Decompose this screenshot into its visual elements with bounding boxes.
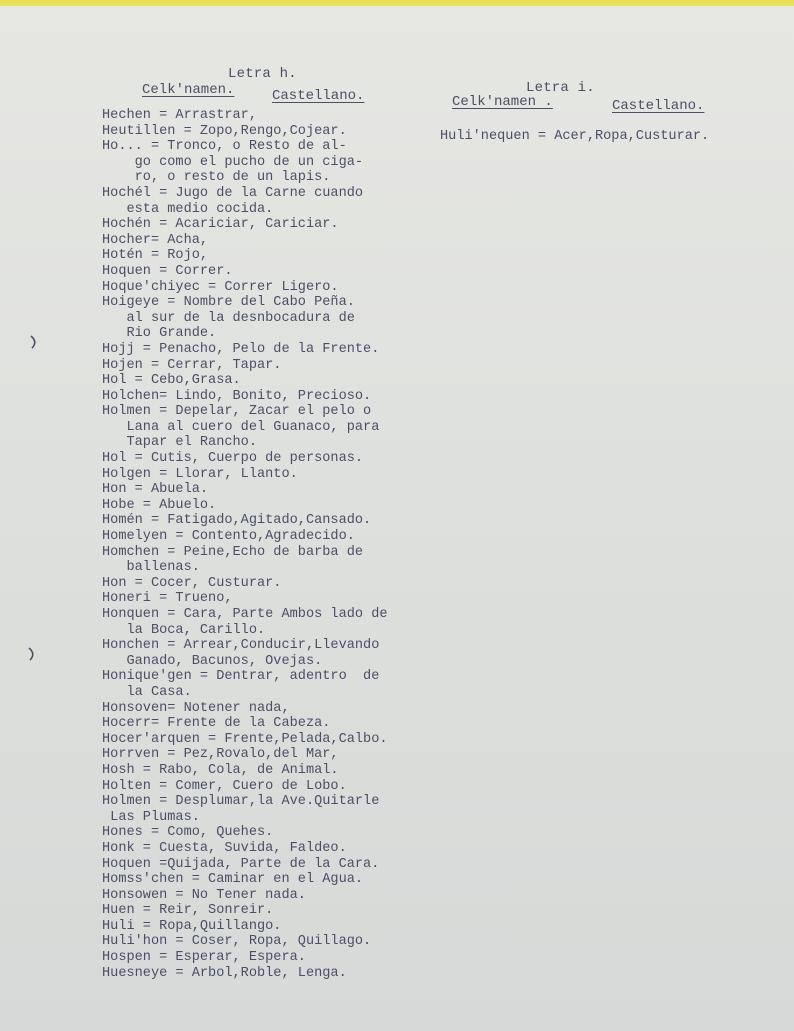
dictionary-entry: Hon = Cocer, Custurar. xyxy=(102,575,282,591)
left-column-header-celknamen: Celk'namen. xyxy=(142,82,235,98)
dictionary-entry: Hechen = Arrastrar, xyxy=(102,108,257,123)
dictionary-entry: Hol = Cutis, Cuerpo de personas. xyxy=(102,451,364,467)
top-edge-band xyxy=(0,0,794,6)
dictionary-entry: Hochél = Jugo de la Carne cuando esta medio cocida. xyxy=(102,185,364,217)
dictionary-entry: Holten = Comer, Cuero de Lobo. xyxy=(102,778,347,794)
dictionary-entry: Hocerr= Frente de la Cabeza. xyxy=(102,716,331,732)
dictionary-entry: Hospen = Esperar, Espera. xyxy=(102,950,306,966)
dictionary-entry: Holmen = Depelar, Zacar el pelo o Lana al cuero del Guanaco, para Tapar el Rancho. xyxy=(102,404,380,451)
dictionary-entry: Hoquen = Correr. xyxy=(102,263,233,279)
left-column-header-castellano: Castellano. xyxy=(272,88,365,104)
dictionary-entry: Horrven = Pez,Rovalo,del Mar, xyxy=(102,747,339,763)
dictionary-entry: Holmen = Desplumar,la Ave.Quitarle Las Plumas. xyxy=(102,794,380,825)
dictionary-entry: Hosh = Rabo, Cola, de Animal. xyxy=(102,762,339,778)
dictionary-entry: Honsowen = No Tener nada. xyxy=(102,887,306,903)
dictionary-entry: Hoigeye = Nombre del Cabo Peña. al sur de la desnbocadura de Rio Grande. xyxy=(102,295,355,342)
dictionary-entry: Honsoven= Notener nada, xyxy=(102,700,290,716)
dictionary-entry: Hon = Abuela. xyxy=(102,482,209,498)
dictionary-entry: Hocher= Acha, xyxy=(102,232,209,248)
dictionary-entry: Huen = Reir, Sonreir. xyxy=(102,903,274,919)
dictionary-entry: Ho... = Tronco, o Resto de al- go como el pucho de un ciga- ro, o resto de un lapis. xyxy=(102,139,364,186)
dictionary-entry: Hotén = Rojo, xyxy=(102,248,209,264)
dictionary-entry: Honquen = Cara, Parte Ambos lado de la Boca, Carillo. xyxy=(102,607,388,638)
dictionary-entry: Hol = Cebo,Grasa. xyxy=(102,373,241,389)
margin-mark-upper xyxy=(28,334,40,350)
dictionary-entry: Hones = Como, Quehes. xyxy=(102,825,274,841)
dictionary-entry: Homelyen = Contento,Agradecido. xyxy=(102,529,355,545)
dictionary-entry: Hojen = Cerrar, Tapar. xyxy=(102,357,282,373)
dictionary-entry: Heutillen = Zopo,Rengo,Cojear. xyxy=(102,123,347,139)
dictionary-entry: Hobe = Abuelo. xyxy=(102,497,217,513)
dictionary-entry: Hocer'arquen = Frente,Pelada,Calbo. xyxy=(102,731,388,747)
right-column-header-celknamen: Celk'namen . xyxy=(452,94,553,110)
dictionary-entry: Homchen = Peine,Echo de barba de ballenas. xyxy=(102,544,364,576)
dictionary-entry: Homss'chen = Caminar en el Agua. xyxy=(102,872,364,888)
dictionary-entry: Homén = Fatigado,Agitado,Cansado. xyxy=(102,513,372,529)
dictionary-entry: Honchen = Arrear,Conducir,Llevando Ganado, Bacunos, Ovejas. xyxy=(102,638,380,669)
left-section-title: Letra h. xyxy=(228,66,297,82)
dictionary-entry: Huli = Ropa,Quillango. xyxy=(102,918,282,934)
dictionary-entry: Honk = Cuesta, Suvida, Faldeo. xyxy=(102,840,347,856)
dictionary-entry: Huli'nequen = Acer,Ropa,Custurar. xyxy=(440,129,710,144)
dictionary-entry: Honique'gen = Dentrar, adentro de la Casa. xyxy=(102,669,380,700)
dictionary-entry: Holchen= Lindo, Bonito, Precioso. xyxy=(102,388,372,404)
dictionary-entry: Huli'hon = Coser, Ropa, Quillago. xyxy=(102,934,372,950)
dictionary-entry: Hojj = Penacho, Pelo de la Frente. xyxy=(102,341,380,357)
dictionary-entry: Huesneye = Arbol,Roble, Lenga. xyxy=(102,965,347,981)
dictionary-entry: Hoquen =Quijada, Parte de la Cara. xyxy=(102,856,380,872)
right-column-header-castellano: Castellano. xyxy=(612,98,705,114)
margin-mark-lower xyxy=(26,646,38,662)
dictionary-entry: Hochén = Acariciar, Cariciar. xyxy=(102,217,339,233)
right-entry-list xyxy=(440,129,709,145)
dictionary-entry: Honeri = Trueno, xyxy=(102,591,233,607)
left-entry-list xyxy=(102,108,447,981)
dictionary-entry: Hoque'chiyec = Correr Ligero. xyxy=(102,279,339,295)
right-section-title: Letra i. xyxy=(526,80,595,96)
dictionary-entry: Holgen = Llorar, Llanto. xyxy=(102,466,298,482)
